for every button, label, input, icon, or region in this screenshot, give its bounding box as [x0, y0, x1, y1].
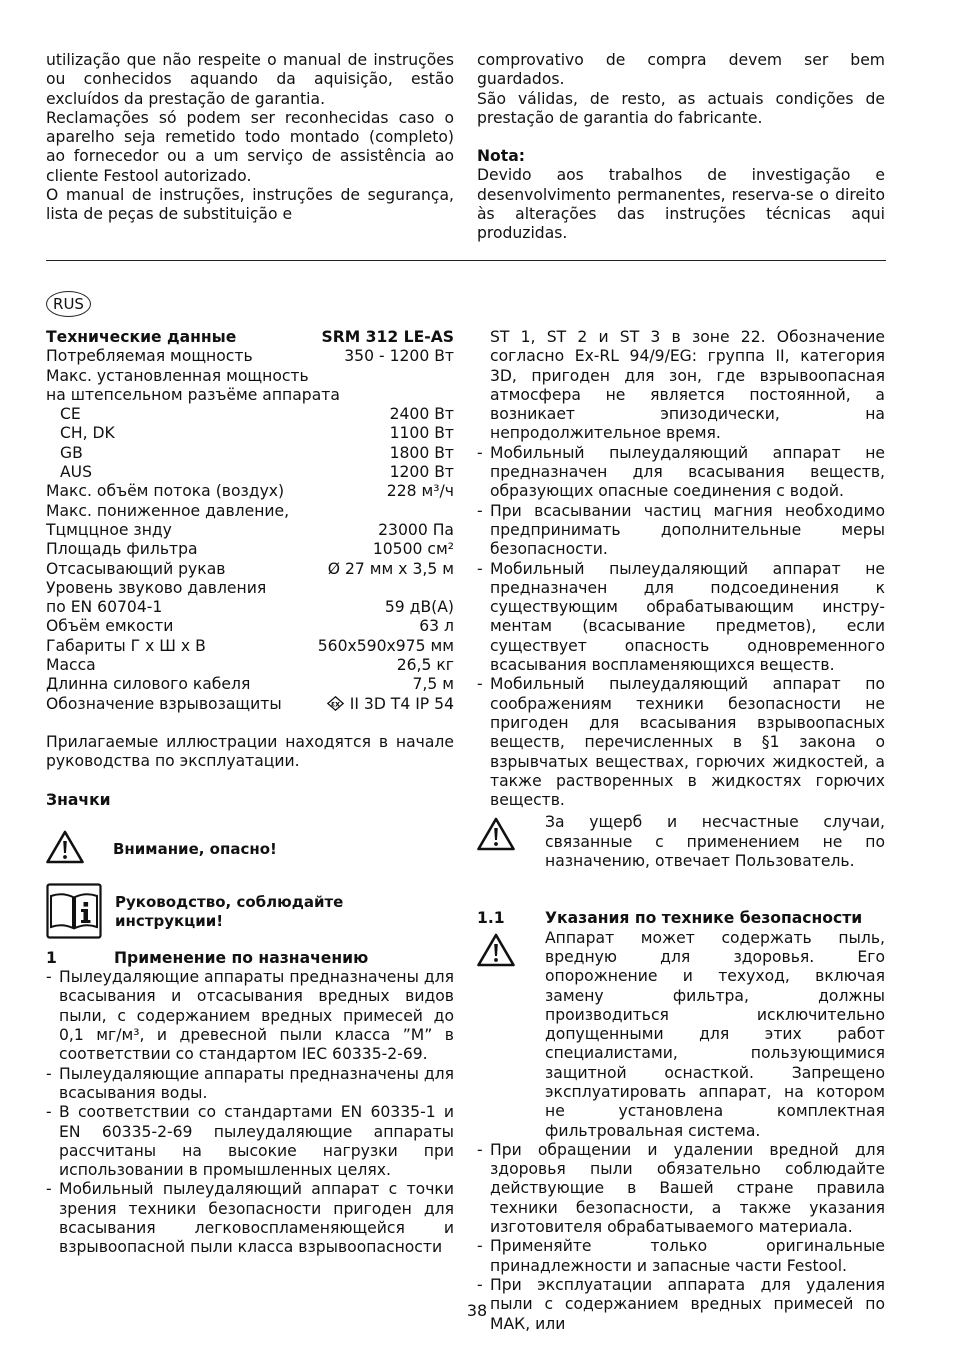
language-badge — [46, 291, 91, 317]
tech-row — [46, 675, 454, 694]
list-item — [46, 968, 454, 1064]
tech-row-value-text: 63 л — [419, 617, 454, 636]
list-item — [477, 1141, 885, 1237]
tech-row-value-text: 228 м³/ч — [386, 482, 454, 501]
section1-list — [46, 968, 454, 1257]
section1-continuation: ST 1, ST 2 и ST 3 в зоне 22. Обозначение согласно Ex-RL 94/9/EG: группа II, категория 3D, пригоден для зон, где взрывоопасная атмосфера не является постоянной, а возникает эпизодически, на непродолжительное время. — [490, 328, 885, 443]
tech-row-value-text: 23000 Па — [378, 520, 454, 539]
list-item — [477, 502, 885, 560]
list-dash: - — [46, 1064, 52, 1083]
tech-row-value-text: 1100 Вт — [389, 424, 454, 443]
tech-row — [46, 560, 454, 579]
tech-row-value — [387, 482, 454, 501]
manual-info-book-icon — [46, 883, 102, 939]
section1-title: Применение по назначению — [114, 948, 369, 967]
tech-row-value-text: 7,5 м — [412, 675, 454, 694]
list-item-text: При обращении и удалении вредной для здоровья пыли обязательно соблюдайте действующие в Вашей стране правила техники безопасности, а также указания изготовителя обрабатываемого материала. — [490, 1140, 885, 1237]
section11-intro-block — [477, 929, 885, 1141]
section1-list-continued — [477, 444, 885, 811]
tech-row — [46, 521, 454, 540]
pt-paragraph: Reclamações só podem ser reconhecidas caso o aparelho seja remetido todo montado (completo) ao fornecedor ou a um serviço de assistência ao cliente Festool autorizado. — [46, 108, 454, 185]
liability-text: За ущерб и несчастные случаи, связанные с применением не по назначению, отвечает Пользователь. — [545, 813, 885, 871]
tech-row-value — [327, 695, 454, 714]
tech-row-value-text: 26,5 кг — [396, 656, 454, 675]
svg-text:εx: εx — [330, 698, 340, 708]
tech-row-value — [419, 617, 454, 636]
ru-left-column — [46, 328, 454, 1258]
warning-triangle-icon — [477, 933, 515, 967]
list-item-text: Мобильный пылеудаляющий аппарат не предназначен для подсоединения к существующим обрабатывающим инстру-ментам (всасывание предметов), если существует опасность одновременного всасывания воспламеняющихся веществ. — [490, 559, 885, 675]
tech-row-value-text: Ø 27 мм x 3,5 м — [327, 559, 454, 578]
tech-row-label: CH, DK — [60, 424, 115, 443]
section-divider — [46, 260, 886, 261]
pt-right-column — [477, 51, 885, 244]
tech-row-value-text: 560x590x975 мм — [317, 636, 454, 655]
tech-row-label: Масса — [46, 656, 96, 675]
tech-row — [46, 386, 454, 405]
liability-notice — [477, 813, 885, 871]
tech-row-value — [318, 637, 454, 656]
list-item — [477, 444, 885, 502]
tech-row-label: Потребляемая мощность — [46, 347, 253, 366]
list-dash: - — [477, 443, 483, 462]
section1-heading — [46, 949, 454, 968]
warning-triangle-icon — [477, 817, 515, 851]
tech-row-label: Макс. объём потока (воздух) — [46, 482, 285, 501]
tech-row-value-text: 59 дВ(А) — [384, 598, 454, 617]
section11-intro: Аппарат может содержать пыль, вредную для здоровья. Его опорожнение и техуход, включая замену фильтра, должны производиться исключительно допущенными для этих работ специалистами, пользующимися защитной оснасткой. Запрещено эксплуатировать аппарат, на котором не установлена комплектная фильтровальная система. — [545, 928, 885, 1140]
tech-row — [46, 347, 454, 366]
tech-row-value-text: 1800 Вт — [389, 443, 454, 462]
list-item-text: Мобильный пылеудаляющий аппарат не предназначен для всасывания веществ, образующих опасные соединения с водой. — [490, 443, 885, 501]
warning-triangle-icon — [46, 830, 84, 864]
section1-number: 1 — [46, 948, 57, 967]
tech-title: Технические данные — [46, 328, 237, 346]
list-dash: - — [477, 1140, 483, 1159]
tech-row-label: CE — [60, 405, 81, 424]
tech-row — [46, 405, 454, 424]
list-item-text: Мобильный пылеудаляющий аппарат по соображениям техники безопасности не пригоден для всасывания взрывоопасных веществ, перечисленных в §1 закона о взрывчатых веществах, горючих жидкостей, а также растворенных в жидкостях горючих веществ. — [490, 675, 885, 810]
list-dash: - — [477, 1237, 483, 1256]
illustrations-note: Прилагаемые иллюстрации находятся в начале руководства по эксплуатации. — [46, 732, 454, 771]
tech-model: SRM 312 LE-AS — [321, 328, 454, 346]
tech-row-value — [390, 463, 454, 482]
tech-row — [46, 444, 454, 463]
tech-row-label: Объём емкости — [46, 617, 174, 636]
list-dash: - — [477, 1275, 483, 1294]
list-dash: - — [46, 1180, 52, 1199]
tech-row-label: Тцмццное знду — [46, 520, 172, 539]
list-item-text: Мобильный пылеудаляющий аппарат с точки зрения техники безопасности пригоден для всасывания легковоспламеняющейся и взрывоопасной пыли класса взрывоопасности — [59, 1180, 454, 1257]
list-item-text: При всасывании частиц магния необходимо предпринимать дополнительные меры безопасности. — [490, 501, 885, 559]
pt-paragraph: São válidas, de resto, as actuais condições de prestação de garantia do fabricante. — [477, 89, 885, 127]
list-dash: - — [477, 559, 483, 578]
language-badge-label: RUS — [53, 295, 84, 313]
symbol-warning-row — [46, 830, 454, 864]
tech-row — [46, 540, 454, 559]
list-dash: - — [46, 968, 52, 987]
tech-row-label: Макс. пониженное давление, — [46, 501, 290, 520]
tech-row — [46, 656, 454, 675]
tech-row-value — [385, 598, 454, 617]
tech-row-label: Площадь фильтра — [46, 540, 198, 559]
symbols-title: Значки — [46, 790, 111, 809]
section11-heading — [477, 909, 885, 928]
tech-row-label: AUS — [60, 463, 92, 482]
tech-row — [46, 367, 454, 386]
symbol-manual-label: Руководство, соблюдайте инструкции! — [115, 892, 344, 931]
list-item — [477, 560, 885, 676]
tech-row-label: GB — [60, 443, 83, 462]
tech-row-value — [390, 424, 454, 443]
pt-note-title: Nota: — [477, 147, 525, 166]
tech-header — [46, 328, 454, 347]
list-item — [46, 1065, 454, 1104]
tech-row-value — [390, 444, 454, 463]
list-item-text: Пылеудаляющие аппараты предназначены для всасывания и отсасывания вредных видов пыли, с содержанием вредных примесей до 0,1 мг/м³, и древесной пыли класса ”М” в соответствии со стандартом IEC 60335-2-69. — [59, 968, 454, 1064]
tech-row-value-text: 10500 см² — [372, 540, 454, 559]
pt-paragraph: O manual de instruções, instruções de segurança, lista de peças de substituição e — [46, 186, 454, 224]
list-dash: - — [477, 675, 483, 694]
pt-left-column — [46, 51, 454, 225]
tech-row-label: Уровень звуково давления — [46, 578, 267, 597]
pt-paragraph: comprovativo de compra devem ser bem guardados. — [477, 51, 885, 89]
tech-row-value — [373, 540, 454, 559]
section11-number: 1.1 — [477, 909, 505, 928]
section11-title: Указания по технике безопасности — [545, 909, 863, 928]
tech-row — [46, 424, 454, 443]
tech-row — [46, 579, 454, 598]
tech-row-value-text: 2400 Вт — [389, 405, 454, 424]
list-item-text: При эксплуатации аппарата для удаления пыли с содержанием вредных примесей по МАК, или — [490, 1275, 885, 1333]
tech-row-value — [344, 347, 454, 366]
list-item-text: Пылеудаляющие аппараты предназначены для всасывания воды. — [59, 1064, 454, 1102]
tech-row — [46, 637, 454, 656]
tech-row — [46, 695, 454, 714]
tech-row-label: на штепсельном разъёме аппарата — [46, 385, 340, 404]
list-dash: - — [477, 501, 483, 520]
tech-row — [46, 463, 454, 482]
tech-row — [46, 502, 454, 521]
tech-row-value-text: II 3D T4 IP 54 — [349, 694, 454, 713]
list-item-text: Применяйте только оригинальные принадлежности и запасные части Festool. — [490, 1237, 885, 1275]
tech-row — [46, 617, 454, 636]
pt-paragraph: utilização que não respeite o manual de instruções ou conhecidos aquando da aquisição, estão excluídos da prestação de garantia. — [46, 51, 454, 108]
tech-row — [46, 482, 454, 501]
tech-row-label: по EN 60704-1 — [46, 598, 163, 617]
list-item — [46, 1180, 454, 1257]
tech-row-label: Отсасывающий рукав — [46, 559, 226, 578]
tech-row-value — [328, 560, 454, 579]
list-item — [477, 675, 885, 810]
pt-note-text: Devido aos trabalhos de investigação e desenvolvimento permanentes, reserva-se o direito às alterações das instruções técnicas aqui produzidas. — [477, 166, 885, 243]
list-item — [477, 1237, 885, 1276]
tech-table — [46, 347, 454, 714]
page-number: 38 — [466, 1301, 488, 1320]
tech-row-value — [378, 521, 454, 540]
tech-row — [46, 598, 454, 617]
tech-row-value-text: 350 - 1200 Вт — [344, 347, 454, 366]
list-item — [46, 1103, 454, 1180]
tech-row-value-text: 1200 Вт — [389, 463, 454, 482]
tech-row-label: Длинна силового кабеля — [46, 675, 251, 694]
tech-row-label: Макс. установленная мощность — [46, 366, 309, 385]
tech-row-value — [390, 405, 454, 424]
list-dash: - — [46, 1103, 52, 1122]
list-item-text: В соответствии со стандартами EN 60335-1 и EN 60335-2-69 пылеудаляющие аппараты рассчитаны на высокие нагрузки при использовании в промышленных целях. — [59, 1103, 454, 1180]
tech-row-label: Обозначение взрывозащиты — [46, 694, 282, 713]
symbol-manual-row — [46, 883, 454, 939]
symbol-warning-label: Внимание, опасно! — [113, 839, 277, 858]
ex-explosion-protection-icon — [327, 696, 344, 711]
tech-row-value — [412, 675, 454, 694]
tech-row-label: Габариты Г x Ш x В — [46, 636, 206, 655]
ru-right-column — [477, 328, 885, 1334]
tech-row-value — [397, 656, 454, 675]
